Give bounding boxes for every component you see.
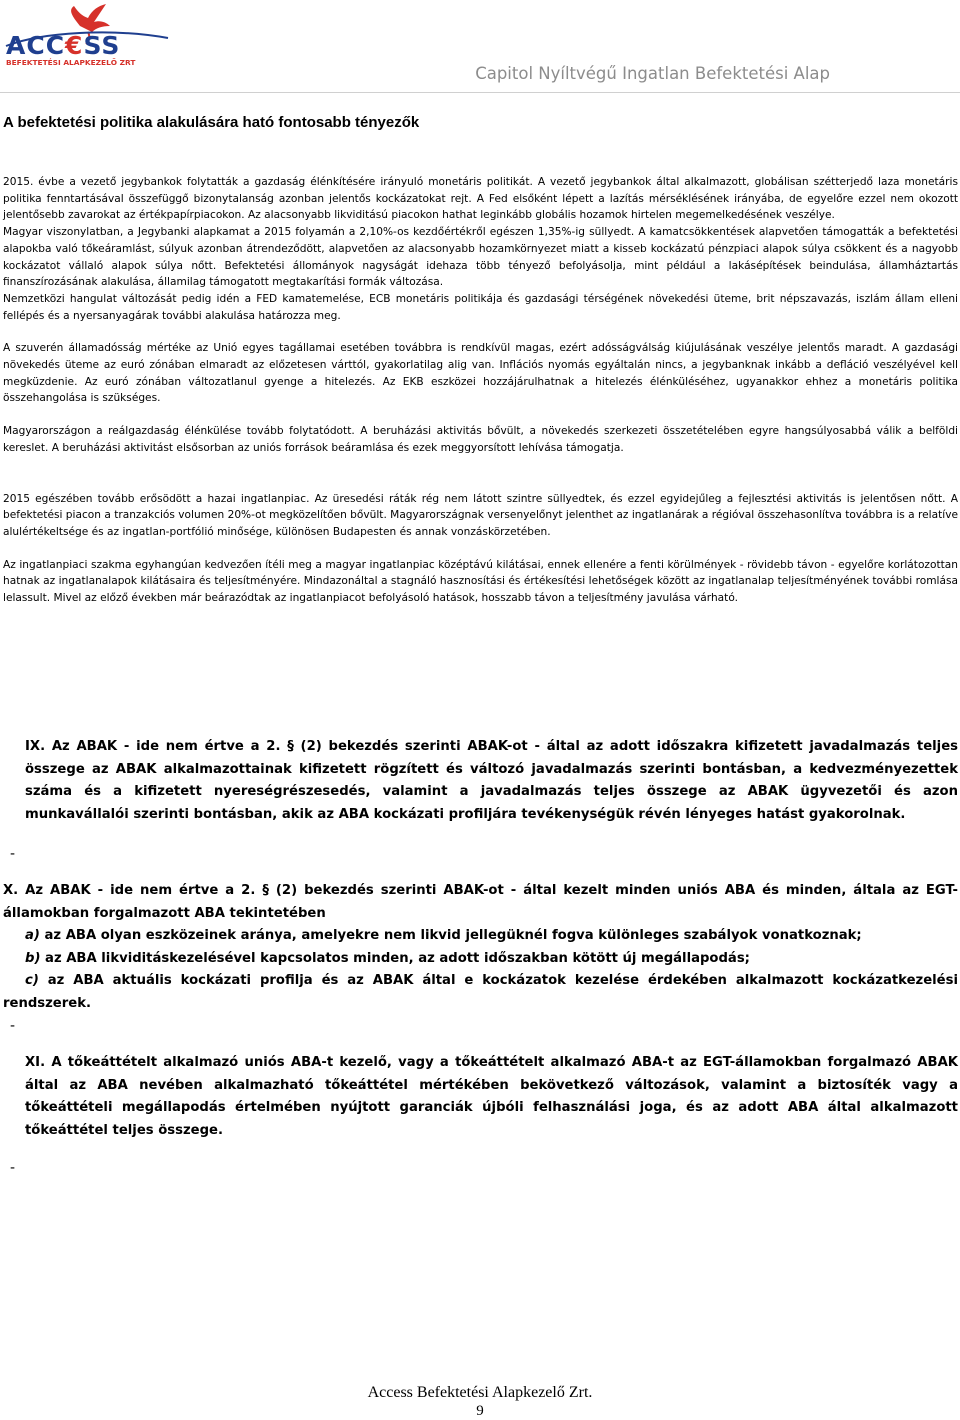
item-text: az ABA aktuális kockázati profilja és az ABAK által e kockázatok kezelése érdekében alkalmazott kockázatkezelési rendszerek. xyxy=(3,973,958,1011)
paragraph-property-market: 2015 egészében tovább erősödött a hazai ingatlanpiac. Az üresedési ráták rég nem látott szintre süllyedtek, és ezzel egyidejűleg a fejlesztési aktivitás is jelentősen nőtt. A befektetési piacon a tranzakciós volumen 20%-ot megközelítően bővült. Magyarországnak versenyelőnyt jelenthet az ingatlanárak a régióval összehasonlítva továbbra is a relatíve alulértékeltsége és az ingatlan-portfólió minősége, különösen Budapesten és annak vonzáskörzetében. xyxy=(3,492,958,538)
fund-name: Capitol Nyíltvégű Ingatlan Befektetési Alap xyxy=(475,64,830,83)
section-x-item-c xyxy=(3,970,958,1015)
paragraph-sovereign-debt: A szuverén államadósság mértéke az Unió egyes tagállamai esetében továbbra is rendkívül magas, ezért adósságválság kiújulásának veszélye jelentős maradt. A gazdasági növekedés üteme az euró zónában elmaradt az előzetesen várttól, gyakorlatilag alig van. Inflációs nyomás egyáltalán nincs, a jegybanknak inkább a defláció veszélyével kell megküzdenie. Az euró zónában változatlanul gyenge a hitelezés. Az EKB eszközei hozzájárulhatnak a hitelezés élénküléséhez, ugyanakkor ehhez a monetáris politika összehangolása is szükséges. xyxy=(3,342,958,405)
item-letter: a) xyxy=(25,928,40,943)
section-x xyxy=(3,880,958,1015)
page-number: 9 xyxy=(476,1403,484,1419)
logo-subtitle: BEFEKTETÉSI ALAPKEZELŐ ZRT xyxy=(6,58,136,67)
paragraph-outlook: Az ingatlanpiaci szakma egyhangúan kedvezően ítéli meg a magyar ingatlanpiac középtávú kilátásai, ennek ellenére a fenti körülmények - rövidebb távon - egyelőre korlátozottan hatnak az ingatlanalapok kilátásaira és teljesítményére. Mindazonáltal a stagnáló hasznosítási és értékesítési lehetőségek között az ingatlanalap teljesítményének további romlása lelassult. Mivel az előző években már beárazódtak az ingatlanpiacot befolyásoló hatások, hosszabb távon a teljesítmény javulása várható. xyxy=(3,558,958,605)
section-x-item-a xyxy=(3,925,958,948)
paragraph-real-economy: Magyarországon a reálgazdaság élénkülése tovább folytatódott. A beruházási aktivitás bővült, a növekedés szerkezeti összetételében egyre hangsúlyosabbá válik a belföldi kereslet. A beruházási aktivitást elsősorban az uniós források beáramlása és ezek meggyorsított lehívása támogatja. xyxy=(3,425,958,454)
footer-company: Access Befektetési Alapkezelő Zrt. xyxy=(367,1384,593,1401)
section-heading: A befektetési politika alakulására ható fontosabb tényezők xyxy=(3,114,420,131)
section-xi-value: - xyxy=(10,1160,16,1176)
logo-wordmark: ACC€SS xyxy=(6,31,121,60)
section-ix-text: IX. Az ABAK - ide nem értve a 2. § (2) bekezdés szerinti ABAK-ot - által az adott időszakra kifizetett javadalmazás teljes összege az ABAK alkalmazottainak kifizetett rögzített és változó javadalmazás szerinti bontásban, a kedvezményezettek száma és a kifizetett nyereségrészesedés, valamint a javadalmazás teljes összege az ABAK ügyvezetői és azon munkavállalói szerinti bontásban, akik az ABA kockázati profiljára tevékenységük révén lényeges hatást gyakorolnak. xyxy=(25,739,958,822)
item-text: az ABA likviditáskezelésével kapcsolatos minden, az adott időszakban kötött új megállapodás; xyxy=(40,950,750,966)
section-xi-text: XI. A tőkeáttételt alkalmazó uniós ABA-t kezelő, vagy a tőkeáttételt alkalmazó ABA-t az EGT-államokban forgalmazó ABAK által az ABA nevében alkalmazható tőkeáttétel mértékében bekövetkező változások, valamint a biztosíték vagy a tőkeáttételi megállapodás értelmében nyújtott garanciák újbóli felhasználási joga, és az adott ABA által alkalmazott tőkeáttétel teljes összege. xyxy=(25,1055,958,1138)
access-logo xyxy=(2,2,172,68)
section-x-title: X. Az ABAK - ide nem értve a 2. § (2) bekezdés szerinti ABAK-ot - által kezelt minden uniós ABA és minden, általa az EGT-államokban forgalmazott ABA tekintetében xyxy=(3,883,958,921)
section-ix-value: - xyxy=(10,846,16,862)
paragraph-international: Nemzetközi hangulat változását pedig idén a FED kamatemelése, ECB monetáris politikája és gazdasági térségének növekedési üteme, brit népszavazás, iszlám állam elleni fellépés és a nyersanyagárak további alakulása határozza meg. xyxy=(3,292,958,322)
section-x-item-b xyxy=(3,948,958,971)
item-letter: b) xyxy=(25,950,41,966)
paragraph-monetary-policy: 2015. évbe a vezető jegybankok folytatták a gazdaság élénkítésére irányuló monetáris politikát. A vezető jegybankok által alkalmazott, globálisan szétterjedő laza monetáris politika fenntartásával összefüggő bizonytalanság azonban jelentős kockázatokat rejt. A Fed elsőként lépett a lazítás mérséklésének irányába, de egyelőre ezzel nem okozott jelentősebb zavarokat az értékpapírpiacokon. Az alacsonyabb likviditású piacokon hathat leginkább globális hozamok hirtelen megemelkedésének veszélye. xyxy=(3,176,958,222)
section-xi xyxy=(3,1052,958,1142)
item-text: az ABA olyan eszközeinek aránya, amelyekre nem likvid jellegüknél fogva különleges szabályok vonatkoznak; xyxy=(39,928,862,943)
section-ix xyxy=(3,736,958,826)
header-divider xyxy=(0,92,960,93)
body-text xyxy=(3,174,958,607)
item-letter: c) xyxy=(25,973,39,988)
phoenix-logo-icon xyxy=(2,2,172,68)
section-x-value: - xyxy=(10,1018,16,1034)
paragraph-hungary-rates: Magyar viszonylatban, a Jegybanki alapkamat a 2015 folyamán a 2,10%-os kezdőértékről egészen 1,35%-ig süllyedt. A kamatcsökkentések alapvetően támogatták a befektetési alapokba való tőkeáramlást, súlyuk azonban átrendeződött, alapvetően az alacsonyabb hozamkörnyezet miatt a kisseb kockázatú pénzpiaci alapok súlya csökkent és a nagyobb kockázatot vállaló alapok súlya nőtt. Befektetési állományok nagyságát idehaza több tényező befolyásolja, mint például a lakásépítések beindulása, államháztartás finanszírozásának alakulása, államilag támogatott megtakarítási formák változása. xyxy=(3,226,958,289)
